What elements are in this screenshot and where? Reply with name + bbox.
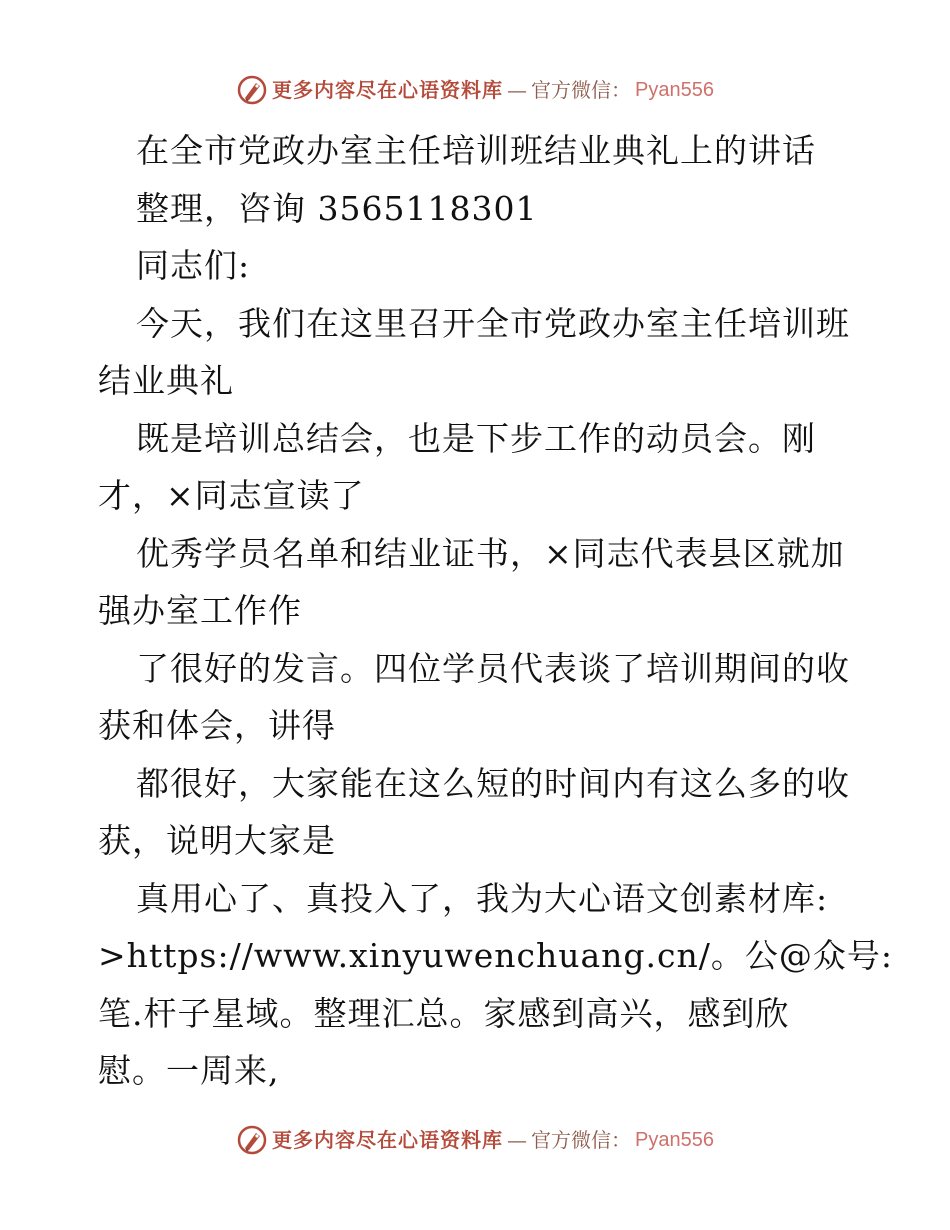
banner-wechat-label: 官方微信： [531,1128,632,1152]
document-line: 强办室工作作 [98,591,302,630]
header-watermark-banner [0,74,950,106]
document-line: 既是培训总结会，也是下步工作的动员会。刚 [136,418,816,458]
document-line: 真用心了、真投入了，我为大心语文创素材库: [136,878,829,918]
document-line: >https://www.xinyuwenchuang.cn/。公@众号: [98,936,894,975]
document-line: 今天，我们在这里召开全市党政办室主任培训班 [136,303,850,343]
banner-dash: — [507,78,528,102]
document-line: 都很好，大家能在这么短的时间内有这么多的收 [136,763,850,803]
banner-library-text: 更多内容尽在心语资料库 [272,78,504,102]
document-line: 整理，咨询 3565118301 [136,188,538,228]
footer-watermark-banner [0,1124,950,1156]
document-line: 才，×同志宣读了 [98,476,365,515]
document-line: 同志们: [136,246,251,285]
document-line: 获和体会，讲得 [98,706,336,745]
banner-wechat-label: 官方微信： [531,78,632,102]
banner-wechat-id: Pyan556 [635,1129,714,1151]
document-line: 笔.杆子星域。整理汇总。家感到高兴，感到欣 [98,993,790,1033]
banner-library-text: 更多内容尽在心语资料库 [272,1128,504,1152]
pen-logo-icon [236,1124,268,1156]
document-line: 在全市党政办室主任培训班结业典礼上的讲话 [136,131,816,170]
document-line: 结业典礼 [98,361,234,400]
document-line: 了很好的发言。四位学员代表谈了培训期间的收 [136,648,850,688]
banner-wechat-id: Pyan556 [635,79,714,101]
document-line: 获，说明大家是 [98,821,336,860]
pen-logo-icon [236,74,268,106]
document-line: 优秀学员名单和结业证书，×同志代表县区就加 [136,533,845,573]
document-line: 慰。一周来, [98,1051,280,1090]
banner-dash: — [507,1128,528,1152]
document-body [98,122,894,1100]
